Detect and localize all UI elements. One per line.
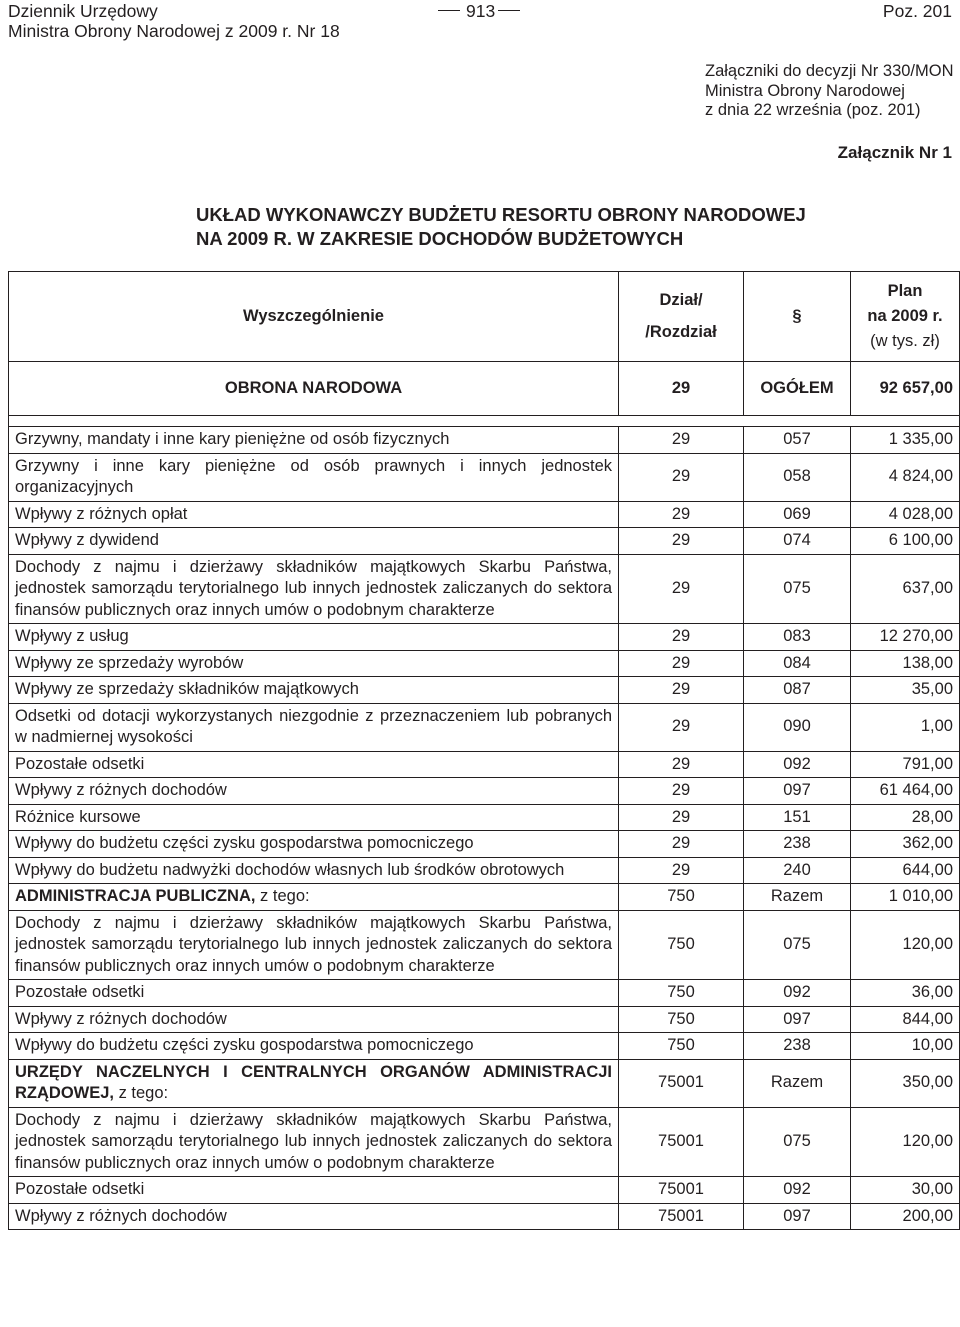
document-title bbox=[196, 203, 806, 251]
row-amount: 120,00 bbox=[851, 1107, 960, 1177]
table-row bbox=[9, 1177, 960, 1204]
row-section: 29 bbox=[619, 624, 744, 651]
table-row bbox=[9, 554, 960, 624]
row-description-text: Odsetki od dotacji wykorzystanych niezgodnie z przeznaczeniem lub pobranych w nadmiernej wysokości bbox=[15, 706, 612, 746]
row-paragraph: 057 bbox=[744, 427, 851, 454]
table-spacer bbox=[9, 416, 960, 427]
row-description-text: Wpływy do budżetu części zysku gospodarstwa pomocniczego bbox=[15, 834, 474, 852]
row-paragraph: Razem bbox=[744, 1059, 851, 1107]
row-paragraph: 240 bbox=[744, 857, 851, 884]
table-row bbox=[9, 857, 960, 884]
row-description bbox=[9, 453, 619, 501]
row-section: 75001 bbox=[619, 1203, 744, 1230]
row-description-text: z tego: bbox=[255, 887, 310, 905]
page-header bbox=[0, 0, 960, 44]
annex-label: Załącznik Nr 1 bbox=[837, 143, 952, 162]
row-section: 29 bbox=[619, 650, 744, 677]
row-amount: 1 335,00 bbox=[851, 427, 960, 454]
page-number-dash-right bbox=[498, 10, 520, 11]
row-description-text: Wpływy z różnych opłat bbox=[15, 504, 188, 523]
row-paragraph: 084 bbox=[744, 650, 851, 677]
row-description-text: Grzywny i inne kary pieniężne od osób prawnych i innych jednostek organizacyjnych bbox=[15, 456, 612, 496]
title-line: UKŁAD WYKONAWCZY BUDŻETU RESORTU OBRONY NARODOWEJ bbox=[196, 204, 806, 225]
table-row bbox=[9, 453, 960, 501]
row-description bbox=[9, 1203, 619, 1230]
row-description-text: Wpływy z usług bbox=[15, 627, 129, 645]
row-description-text: Pozostałe odsetki bbox=[15, 1180, 145, 1198]
title-line: NA 2009 R. W ZAKRESIE DOCHODÓW BUDŻETOWYCH bbox=[196, 228, 684, 249]
table-row bbox=[9, 980, 960, 1007]
row-amount: 1 010,00 bbox=[851, 884, 960, 911]
row-description bbox=[9, 1107, 619, 1177]
row-amount: 350,00 bbox=[851, 1059, 960, 1107]
row-paragraph: 090 bbox=[744, 703, 851, 751]
row-paragraph: 151 bbox=[744, 804, 851, 831]
row-amount: 200,00 bbox=[851, 1203, 960, 1230]
row-paragraph: 092 bbox=[744, 980, 851, 1007]
row-section: 750 bbox=[619, 1033, 744, 1060]
row-paragraph: Razem bbox=[744, 884, 851, 911]
page-number: 913 bbox=[466, 1, 496, 21]
row-section: 750 bbox=[619, 910, 744, 980]
table-row bbox=[9, 778, 960, 805]
summary-paragraph: OGÓŁEM bbox=[744, 362, 851, 416]
row-section: 75001 bbox=[619, 1107, 744, 1177]
header-subsection-line: /Rozdział bbox=[645, 322, 717, 341]
row-description-heading: URZĘDY NACZELNYCH I CENTRALNYCH ORGANÓW ADMINISTRACJI RZĄDOWEJ, bbox=[15, 1062, 612, 1102]
row-description bbox=[9, 804, 619, 831]
row-section: 750 bbox=[619, 1006, 744, 1033]
row-paragraph: 074 bbox=[744, 528, 851, 555]
row-amount: 791,00 bbox=[851, 751, 960, 778]
attachment-line: Ministra Obrony Narodowej bbox=[705, 81, 905, 100]
row-amount: 28,00 bbox=[851, 804, 960, 831]
row-description-text: Wpływy z różnych dochodów bbox=[15, 781, 227, 799]
row-description-text: Różnice kursowe bbox=[15, 807, 141, 826]
row-amount: 36,00 bbox=[851, 980, 960, 1007]
table-row bbox=[9, 677, 960, 704]
row-description bbox=[9, 778, 619, 805]
row-description bbox=[9, 703, 619, 751]
row-section: 750 bbox=[619, 884, 744, 911]
table-row bbox=[9, 751, 960, 778]
table-row bbox=[9, 624, 960, 651]
table-row bbox=[9, 650, 960, 677]
attachment-note bbox=[705, 62, 954, 121]
row-section: 29 bbox=[619, 703, 744, 751]
row-paragraph: 075 bbox=[744, 910, 851, 980]
row-amount: 12 270,00 bbox=[851, 624, 960, 651]
table-row bbox=[9, 703, 960, 751]
row-section: 29 bbox=[619, 804, 744, 831]
table-row bbox=[9, 1203, 960, 1230]
row-section: 75001 bbox=[619, 1177, 744, 1204]
row-paragraph: 087 bbox=[744, 677, 851, 704]
row-paragraph: 097 bbox=[744, 1203, 851, 1230]
row-section: 29 bbox=[619, 751, 744, 778]
row-paragraph: 238 bbox=[744, 831, 851, 858]
header-plan bbox=[851, 272, 960, 362]
row-description-text: Pozostałe odsetki bbox=[15, 754, 145, 773]
position-number: Poz. 201 bbox=[882, 1, 952, 21]
row-paragraph: 092 bbox=[744, 751, 851, 778]
row-section: 29 bbox=[619, 831, 744, 858]
row-description bbox=[9, 857, 619, 884]
row-description-heading: ADMINISTRACJA PUBLICZNA, bbox=[15, 887, 256, 905]
row-paragraph: 092 bbox=[744, 1177, 851, 1204]
row-amount: 362,00 bbox=[851, 831, 960, 858]
summary-row bbox=[9, 362, 960, 416]
table-row bbox=[9, 501, 960, 528]
header-section bbox=[619, 272, 744, 362]
table-row bbox=[9, 884, 960, 911]
header-plan-line: Plan bbox=[887, 282, 923, 300]
table-header-row bbox=[9, 272, 960, 362]
row-section: 750 bbox=[619, 980, 744, 1007]
journal-name: Dziennik Urzędowy bbox=[8, 1, 158, 21]
table-row bbox=[9, 804, 960, 831]
budget-table bbox=[8, 271, 960, 1230]
row-description-text: Pozostałe odsetki bbox=[15, 983, 145, 1001]
header-plan-unit: (w tys. zł) bbox=[870, 332, 940, 350]
row-description bbox=[9, 501, 619, 528]
row-description-text: Dochody z najmu i dzierżawy składników majątkowych Skarbu Państwa, jednostek samorządu terytorialnego lub innych jednostek zaliczanych do sektora finansów publicznych oraz innych umów o podobnym charakterze bbox=[15, 557, 612, 619]
row-description-text: Dochody z najmu i dzierżawy składników majątkowych Skarbu Państwa, jednostek samorządu terytorialnego lub innych jednostek zaliczanych do sektora finansów publicznych oraz innych umów o podobnym charakterze bbox=[15, 913, 612, 975]
table-row bbox=[9, 427, 960, 454]
row-description-text: Wpływy z różnych dochodów bbox=[15, 1009, 227, 1028]
table-row bbox=[9, 1006, 960, 1033]
row-description-text: z tego: bbox=[114, 1084, 169, 1102]
row-section: 29 bbox=[619, 857, 744, 884]
row-description bbox=[9, 1177, 619, 1204]
row-section: 29 bbox=[619, 677, 744, 704]
row-amount: 30,00 bbox=[851, 1177, 960, 1204]
row-description-text: Wpływy ze sprzedaży składników majątkowych bbox=[15, 680, 359, 698]
row-amount: 844,00 bbox=[851, 1006, 960, 1033]
row-amount: 4 028,00 bbox=[851, 501, 960, 528]
summary-amount: 92 657,00 bbox=[851, 362, 960, 416]
row-description bbox=[9, 1006, 619, 1033]
header-description: Wyszczególnienie bbox=[9, 272, 619, 362]
row-amount: 35,00 bbox=[851, 677, 960, 704]
row-amount: 6 100,00 bbox=[851, 528, 960, 555]
page-number-dash-left bbox=[438, 10, 460, 11]
row-section: 29 bbox=[619, 427, 744, 454]
row-description bbox=[9, 554, 619, 624]
row-description-text: Wpływy do budżetu nadwyżki dochodów własnych lub środków obrotowych bbox=[15, 860, 565, 879]
attachment-line: z dnia 22 września (poz. 201) bbox=[705, 101, 921, 119]
row-description bbox=[9, 677, 619, 704]
row-paragraph: 238 bbox=[744, 1033, 851, 1060]
row-amount: 637,00 bbox=[851, 554, 960, 624]
row-description bbox=[9, 650, 619, 677]
row-description-text: Grzywny, mandaty i inne kary pieniężne od osób fizycznych bbox=[15, 430, 450, 448]
row-paragraph: 075 bbox=[744, 1107, 851, 1177]
header-plan-year: na 2009 r. bbox=[867, 307, 943, 325]
row-description bbox=[9, 1033, 619, 1060]
summary-section: 29 bbox=[619, 362, 744, 416]
row-paragraph: 097 bbox=[744, 1006, 851, 1033]
row-paragraph: 097 bbox=[744, 778, 851, 805]
table-row bbox=[9, 528, 960, 555]
row-description bbox=[9, 1059, 619, 1107]
row-amount: 644,00 bbox=[851, 857, 960, 884]
row-section: 29 bbox=[619, 501, 744, 528]
row-description bbox=[9, 624, 619, 651]
table-row bbox=[9, 1107, 960, 1177]
table-row bbox=[9, 831, 960, 858]
row-paragraph: 069 bbox=[744, 501, 851, 528]
header-section-line: Dział/ bbox=[659, 291, 703, 309]
row-section: 29 bbox=[619, 778, 744, 805]
table-row bbox=[9, 910, 960, 980]
row-description bbox=[9, 910, 619, 980]
row-amount: 120,00 bbox=[851, 910, 960, 980]
row-description bbox=[9, 884, 619, 911]
attachment-line: Załączniki do decyzji Nr 330/MON bbox=[705, 62, 954, 80]
row-description-text: Wpływy ze sprzedaży wyrobów bbox=[15, 653, 244, 672]
row-description bbox=[9, 831, 619, 858]
row-description-text: Wpływy z różnych dochodów bbox=[15, 1206, 227, 1225]
row-section: 29 bbox=[619, 528, 744, 555]
row-description-text: Wpływy z dywidend bbox=[15, 531, 159, 549]
row-paragraph: 058 bbox=[744, 453, 851, 501]
summary-description: OBRONA NARODOWA bbox=[9, 362, 619, 416]
row-section: 29 bbox=[619, 554, 744, 624]
row-description bbox=[9, 528, 619, 555]
header-paragraph: § bbox=[744, 272, 851, 362]
row-section: 75001 bbox=[619, 1059, 744, 1107]
row-paragraph: 075 bbox=[744, 554, 851, 624]
row-description bbox=[9, 751, 619, 778]
row-description bbox=[9, 427, 619, 454]
issuer-line: Ministra Obrony Narodowej z 2009 r. Nr 18 bbox=[8, 21, 340, 41]
row-paragraph: 083 bbox=[744, 624, 851, 651]
row-amount: 1,00 bbox=[851, 703, 960, 751]
row-description bbox=[9, 980, 619, 1007]
row-amount: 61 464,00 bbox=[851, 778, 960, 805]
row-description-text: Dochody z najmu i dzierżawy składników majątkowych Skarbu Państwa, jednostek samorządu terytorialnego lub innych jednostek zaliczanych do sektora finansów publicznych oraz innych umów o podobnym charakterze bbox=[15, 1110, 612, 1172]
row-amount: 10,00 bbox=[851, 1033, 960, 1060]
row-amount: 4 824,00 bbox=[851, 453, 960, 501]
table-row bbox=[9, 1059, 960, 1107]
row-amount: 138,00 bbox=[851, 650, 960, 677]
row-description-text: Wpływy do budżetu części zysku gospodarstwa pomocniczego bbox=[15, 1036, 474, 1054]
row-section: 29 bbox=[619, 453, 744, 501]
table-row bbox=[9, 1033, 960, 1060]
